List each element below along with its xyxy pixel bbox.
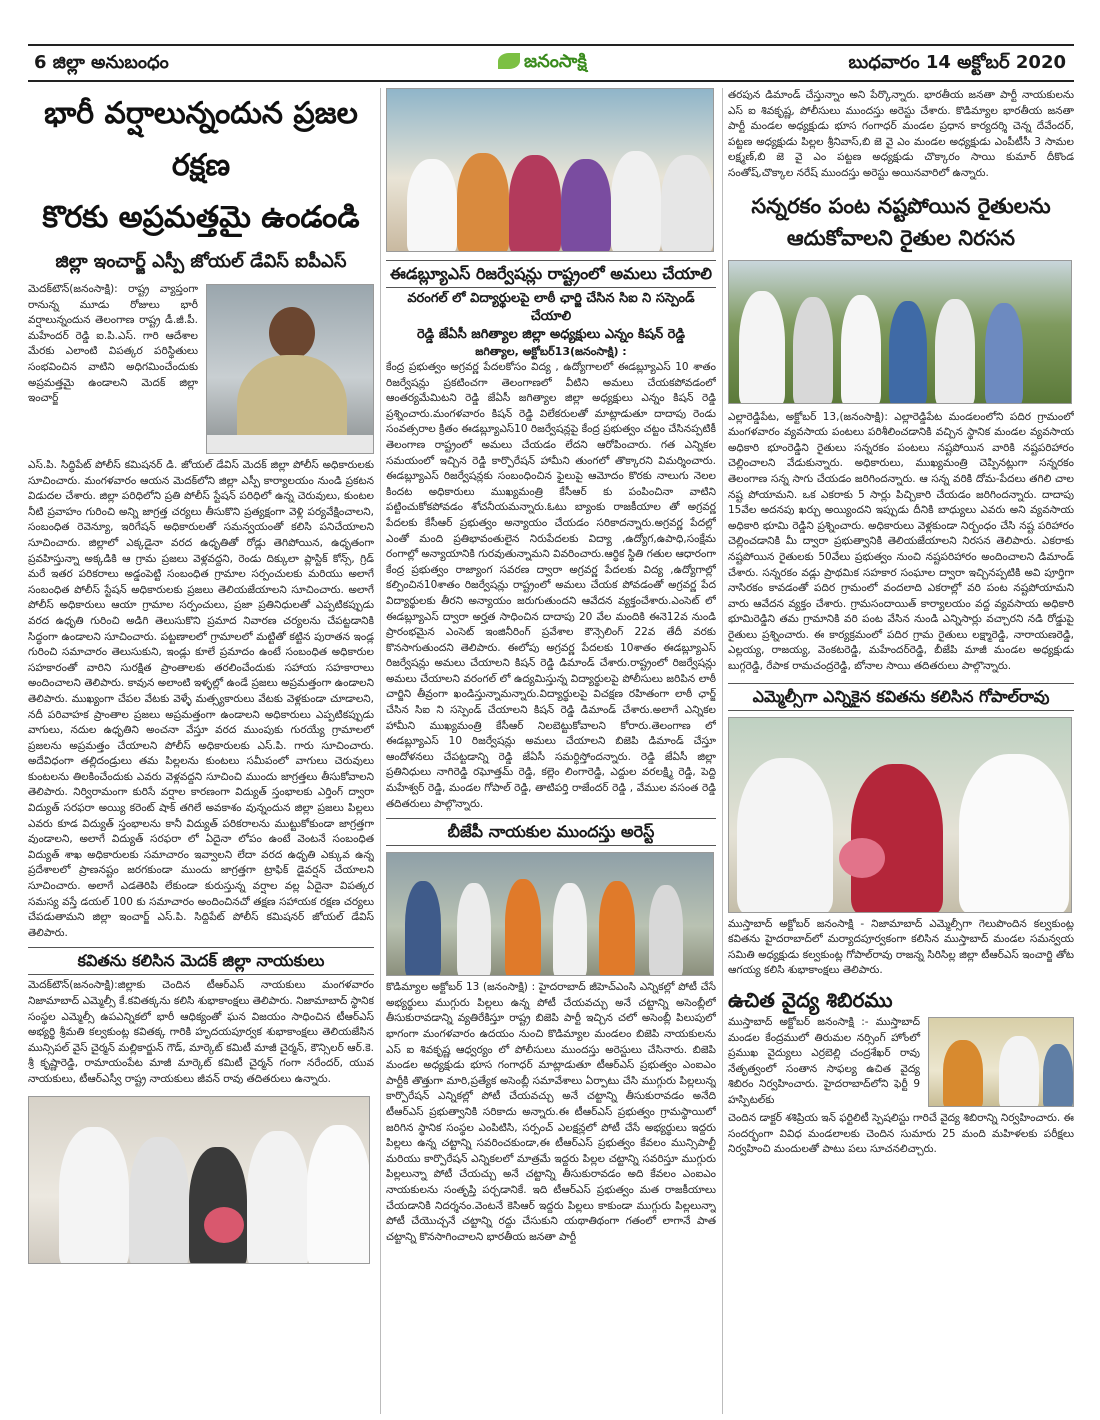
article-body: కేంద్ర ప్రభుత్వం అగ్రవర్ణ పేదలకోసం విద్య , ఉద్యోగాలలో ఈడబ్ల్యూఎస్ 10 శాతం రిజర్వేషన్లు ప్రకటించగా తెలంగాణలో వీటిని అమలు చేయకపోవడంలో ఆంతర్యమేమిటని రెడ్డి జేఏసీ జగిత్యాల జిల్లా అధ్యక్షులు ఎన్నం కిషన్ రెడ్డి ప్రశ్నించారు.మంగళవారం కిషన్ రెడ్డి విలేకరులతో మాట్లాడుతూ దాదాపు రెండు సంవత్సరాల క్రితం ఈడబ్ల్యూఎస్10 రిజర్వేషన్లపై కేంద్ర ప్రభుత్వం చట్టం చేసినప్పటికీ తెలంగాణ రాష్ట్రంలో అమలు చేయడం లేదని ఆరోపించారు. గత ఎన్నికల సమయంలో ఇచ్చిన రెడ్డి కార్పొరేషన్ హామీని తుంగలో తొక్కారని విమర్శించారు. ఈడబ్ల్యూఎస్ రిజర్వేషన్లకు సంబంధించిన ఫైలుపై ఆమోదం కొరకు నాలుగు నెలల కిందట అధికారులు ముఖ్యమంత్రి కేసీఆర్ కు పంపించినా వాటిని పట్టించుకోకపోవడం శోచనీయమన్నారు.ఓటు బ్యాంకు రాజకీయాల తో అగ్రవర్ణ పేదలకు కేసీఆర్ ప్రభుత్వం అన్యాయం చేయడం సరికాదన్నారు.అగ్రవర్ణ పేదల్లో ఎంతో మంది ప్రతిభావంతులైన నిరుపేదలకు విద్యా ,ఉద్యోగ,ఉపాధి,సంక్షేమ రంగాల్లో అన్యాయానికి గురవుతున్నామని వివరించారు.ఆర్థిక స్థితి గతుల ఆధారంగా కేంద్ర ప్రభుత్వం రాజ్యాంగ సవరణ ద్వారా అగ్రవర్ణ పేదలకు విద్య ,ఉద్యోగాల్లో కల్పించిన10శాతం రిజర్వేషన్లు రాష్ట్రంలో అమలు చేయక పోవడంతో అగ్రవర్ణ పేద విద్యార్థులకు తీరని అన్యాయం జరుగుతుందని ఆవేదన వ్యక్తంచేశారు.ఎంసెట్ లో ఈడబ్ల్యూఎస్ ద్వారా అర్హత సాధించిన దాదాపు 20 వేల మందికి ఈనె12వ నుండి ప్రారంభమైన ఎంసెట్ ఇంజినీరింగ్ ప్రవేశాల కౌన్సెలింగ్ 22వ తేదీ వరకు కొనసాగుతుందని తెలిపారు. ఈలోపు అగ్రవర్ణ పేదలకు 10శాతం ఈడబ్ల్యూఎస్ రిజర్వేషన్లు అమలు చేయాలని కిషన్ రెడ్డి డిమాండ్ చేశారు.రాష్ట్రంలో రిజర్వేషన్లు అమలు చేయాలని వరంగల్ లో ఉద్యమిస్తున్న విద్యార్థులపై పోలీసులు జరిపిన లాఠీ చార్జిని తీవ్రంగా ఖండిస్తున్నామన్నారు.విద్యార్థులపై విచక్షణ రహితంగా లాఠీ ఛార్జ్ చేసిన సిఐ ని సస్పెండ్ చేయాలని కిషన్ రెడ్డి డిమాండ్ చేశారు.అలాగే ఎన్నికల హామీని ముఖ్యమంత్రి కేసీఆర్ నిలబెట్టుకోవాలని కోరారు.తెలంగాణ లో ఈడబ్ల్యూఎస్ 10 రిజర్వేషన్లు అమలు చేయాలని బిజెపి డిమాండ్ చేస్తూ ఆందోళనలు చేపట్టడాన్ని రెడ్డి జేఏసీ సమర్ధిస్తోందన్నారు. రెడ్డి జేఏసీ జిల్లా ప్రతినిధులు నాగిరెడ్డి రఘోత్తమ్ రెడ్డి, కల్లెం లింగారెడ్డి, ఎద్దుల వరలక్ష్మి రెడ్డి, పెద్ది మహేశ్వర్ రెడ్డి, మండల గోపాల్ రెడ్డి, తాటిపర్తి రాజేందర్ రెడ్డి , వేముల వసంత రెడ్డి తదితరులు పాల్గొన్నారు.: [386, 361, 716, 810]
page-label: 6 జిల్లా అనుబంధం: [34, 52, 169, 73]
bouquet-greeting-photo-icon: [728, 717, 1072, 913]
article-body: ఎస్.పి. సిద్ధిపేట్ పోలీస్ కమిషనర్ డి. జోయల్ డేవిస్ మెదక్ జిల్లా పోలీస్ అధికారులకు సూచించారు. మంగళవారం ఆయన మెదక్‌లోని జిల్లా ఎస్పీ కార్యాలయం నుండి ప్రకటన విడుదల చేశారు. జిల్లా పరిధిలోని ప్రతి పోలీస్ స్టేషన్ పరిధిలో ఉన్న చెరువులు, కుంటల నీటి ప్రవాహం గురించి అన్ని జాగ్రత్త చర్యలు తీసుకొని ప్రత్యక్షంగా వెళ్లి పర్యవేక్షించాలని, సంబంధిత రెవెన్యూ, ఇరిగేషన్ అధికారులతో సమన్వయంతో కలిసి పనిచేయాలని సూచించారు. జిల్లాలో ఎక్కడైనా వరద ఉధృతితో రోడ్లు తెగిపోయిన, ఉధృతంగా ప్రవహిస్తున్నా అక్కడికి ఆ గ్రామ ప్రజలు వెళ్లవద్దని, రెండు దిక్కులా ప్లాస్టిక్ కోన్స్, గ్రిడ్ మరే ఇతర పరికరాలు అడ్డంపెట్టి సంబంధిత గ్రామాల సర్పంచులకు మరియు అలాగే సంబంధిత పోలీస్ స్టేషన్ అధికారులకు ప్రజలు తెలియజేయాలని సూచించారు. అలాగే పోలీస్ అధికారులు ఆయా గ్రామాల సర్పంచులు, ప్రజా ప్రతినిధులతో ఎప్పటికప్పుడు వరద ఉధృతి గురించి అడిగి తెలుసుకొని ప్రమాద నివారణ చర్యలను చేపట్టడానికి సిద్ధంగా ఉండాలని సూచించారు. పట్టణాలలో గ్రామాలలో మట్టితో కట్టిన పురాతన ఇండ్ల గురించి సమాచారం తెలుసుకుని, ఇండ్లు కూలే ప్రమాదం ఉంటే సంబంధిత అధికారుల సహకారంతో వారిని సురక్షిత ప్రాంతాలకు తరలించేందుకు సహాయ సహకారాలు అందించాలని తెలిపారు. కావున అలాంటి ఇళ్ళల్లో ఉండే ప్రజలు అప్రమత్తంగా ఉండాలని తెలిపారు. ముఖ్యంగా చేపల వేటకు వెళ్ళే మత్స్యకారులు వేటకు వెళ్లకుండా చూడాలని, నదీ పరివాహక ప్రాంతాల ప్రజలు అప్రమత్తంగా ఉండాలని అధికారులు ఎప్పటికప్పుడు వాగులు, నదుల ఉధృతిని అంచనా వేస్తూ వరద ముంపుకు గురయ్యే గ్రామాలలో ప్రజలను అప్రమత్తం చేయాలని పోలీస్ అధికారులకు ఎస్.పి. గారు సూచించారు. అదేవిధంగా తల్లిదండ్రులు తమ పిల్లలను కుంటలు సమీపంలో వాగులు చెరువులు కుంటలను తిలకించేందుకు ఎవరు వెళ్లవద్దని సూచించి ముందు జాగ్రత్తలు తీసుకోవాలని తెలిపారు. నిర్విరామంగా కురిసే వర్షాల కారణంగా విద్యుత్ స్తంభాలకు ఎర్తింగ్ ద్వారా విద్యుత్ సరఫరా అయ్యి కరెంట్ షాక్ తగిలే అవకాశం వున్నందున జిల్లా ప్రజలు పిల్లలు ఎవరు కూడ విద్యుత్ స్తంభాలను కానీ విద్యుత్ పరికరాలను ముట్టుకోకుండా జాగ్రత్తగా వుండాలని, అలాగే విద్యుత్ సరఫరా లో ఏదైనా లోపం ఉంటే వెంటనే సంబంధిత విద్యుత్ శాఖ అధికారులకు సమాచారం ఇవ్వాలని లేదా వరద ఉధృతి ఎక్కువ ఉన్న ప్రదేశాలలో ప్రాణనష్టం జరగకుండా ముందు జాగ్రత్తగా ట్రాఫిక్ డైవర్షన్ చేయాలని సూచించారు. అలాగే ఎడతెరిపి లేకుండా కురుస్తున్న వర్షాల వల్ల ఏదైనా విపత్కర సమస్య వస్తే డయల్ 100 కు సమాచారం అందించినచో తక్షణ సహాయక రక్షణ చర్యలు చేపడుతామని జిల్లా ఇంచార్జ్ ఎస్.పి. సిద్దిపేట్ పోలీస్ కమిషనర్ జోయల్ డేవిస్ తెలిపారు.: [28, 459, 374, 939]
headline: ఎమ్మెల్సీగా ఎన్నికైన కవితను కలిసిన గోపాల్‌రావు: [728, 683, 1074, 711]
group-seated-photo-icon: [386, 88, 714, 252]
article-farmers-protest: [728, 190, 1074, 675]
article-body: మెదక్‌టౌన్(జనంసాక్షి):జిల్లాకు చెందిన టీఆర్ఎస్ నాయకులు మంగళవారం నిజామాబాద్ ఎమ్మెల్సీ కే.కవితక్కను కలిసి శుభాకాంక్షలు తెలిపారు. నిజామాబాద్ స్థానిక సంస్థల ఎమ్మెల్సీ ఉపఎన్నికలో భారీ ఆధిక్యంతో ఘన విజయం సాధించిన టీఆర్ఎస్ అభ్యర్థి శ్రీమతి కల్వకుంట్ల కవితక్క గారికి హృదయపూర్వక శుభాకాంక్షలు తెలియజేసిన మున్సిపల్ వైస్ చైర్మన్ మల్లికార్జున్ గౌడ్, మార్కెట్ కమిటీ మాజీ చైర్మన్, కౌన్సిలర్ ఆర్.కె. శ్రీ కృష్ణారెడ్డి, రామాయంపేట మాజీ మార్కెట్ కమిటీ చైర్మన్ గంగా నరేందర్, యువ నాయకులు, టీఆర్ఎస్వీ రాష్ట్ర నాయకులు జీవన్ రావు తదితరులు ఉన్నారు.: [28, 979, 374, 1085]
article-medak-leaders: [28, 947, 374, 1263]
headline: బీజేపీ నాయకుల ముందస్తు అరెస్ట్: [386, 818, 716, 846]
group-greeting-photo-icon: [28, 1096, 370, 1264]
headline-line-2: ఆదుకోవాలని రైతుల నిరసన: [786, 224, 1016, 250]
newspaper-page: [28, 44, 1074, 1414]
medical-camp-photo-icon: [928, 1017, 1074, 1107]
paper-logo: [498, 51, 587, 76]
dateline: జగిత్యాల, అక్టోబర్13(జనంసాక్షి) :: [475, 345, 627, 358]
headline-line-1: సన్నరకం పంట నష్టపోయిన రైతులను: [751, 192, 1051, 218]
article-lead: మెదక్‌టౌన్(జనంసాక్షి): రాష్ట్ర వ్యాప్తంగా రానున్న మూడు రోజులు భారీ వర్షాలున్నందున తెలంగాణ రాష్ట్ర డీ.జీ.పీ. మహేందర్ రెడ్డి ఐ.పి.ఎస్. గారి ఆదేశాల మేరకు ఎలాంటి విపత్కర పరిస్థితులు సంభవించిన వాటిని అధిగమించేందుకు అప్రమత్తమై ఉండాలని మెదక్ జిల్లా ఇంచార్జ్: [28, 283, 198, 405]
headline: కవితను కలిసిన మెదక్ జిల్లా నాయకులు: [28, 947, 374, 975]
headline: ఉచిత వైద్య శిబిరము: [728, 988, 893, 1013]
article-gopalrao-kavitha: [728, 683, 1074, 979]
farmers-field-photo-icon: [728, 260, 1072, 404]
subhead-line-1: వరంగల్ లో విద్యార్థులపై లాఠీ ఛార్జి చేసిన సిఐ ని సస్పెండ్ చేయాలి: [407, 291, 695, 324]
issue-date: బుధవారం 14 అక్టోబర్ 2020: [848, 52, 1066, 73]
leaf-icon: [498, 53, 520, 69]
article-rain-alert: [28, 88, 374, 941]
masthead: [28, 44, 1074, 82]
subhead-line-2: రెడ్డి జేఏసీ జగిత్యాల జిల్లా అధ్యక్షులు ఎన్నం కిషన్ రెడ్డి: [416, 327, 686, 342]
article-ews-reservations: [386, 260, 716, 812]
column-left: [28, 88, 374, 1414]
column-right: [728, 88, 1074, 1414]
group-standing-photo-icon: [386, 852, 714, 976]
article-medical-camp: [728, 985, 1074, 1158]
column-middle: [386, 88, 716, 1414]
police-officer-photo-icon: [206, 284, 374, 454]
headline-line-1: భారీ వర్షాలున్నందున ప్రజల రక్షణ: [44, 96, 358, 183]
column-rule: [722, 88, 723, 1414]
column-rule: [380, 88, 381, 1414]
article-lead: ముస్తాబాద్ అక్టోబర్ జనంసాక్షి :- ముస్తాబాద్ మండల కేంద్రములో తిరుమల నర్సింగ్ హోంలో ప్రముఖ వైద్యులు ఎర్రబెల్లి చంద్రశేఖర్ రావు నేతృత్వంలో సంతాన సాఫల్య ఉచిత వైద్య శిబిరం నిర్వహించారు. హైదరాబాద్‌లోని ఫెర్టీ 9 హస్పిటల్‌కు: [728, 1016, 920, 1106]
paper-name: జనంసాక్షి: [524, 51, 587, 72]
article-body: ఎల్లారెడ్డిపేట, అక్టోబర్ 13,(జనంసాక్షి): ఎల్లారెడ్డిపేట మండలంలోని పదిర గ్రామంలో మంగళవారం వ్యవసాయ పంటలు పరిశీలించడానికి వచ్చిన స్థానిక మండల వ్యవసాయ అధికారి భూంరెడ్డిని రైతులు సన్నరకం పంటలు నష్టపోయిన వారికి నష్టపరిహారం చెల్లించాలని వేడుకున్నారు. అధికారులు, ముఖ్యమంత్రి చెప్పినట్లుగా సన్నరకం తెలంగాణ సన్న సాగు చేయడం జరిగిందన్నారు. ఆ సన్న వరికి దోమ-పేదలు తగిలి చాల నష్ట పోయామని. ఒక ఎకరాకు 5 సార్లు పిచ్చికారి చేయడం జరిగిందన్నారు. దాదాపు 15వేల అదనపు ఖర్చు అయ్యిందని ఇప్పుడు దీనికి బాధ్యులు ఎవరు అని వ్యవసాయ అధికారి భూమి రెడ్డిని ప్రశ్నించారు. అధికారులు వెళ్లకుండా నిర్బంధం చేసి నష్ట పరిహారం చెల్లించడానికి మీ ద్వారా ప్రభుత్వానికి తెలియజేయాలని నిరసన తెలిపారు. ఎకరాకు నష్టపోయిన రైతులకు 50వేలు ప్రభుత్వం నుంచి నష్టపరిహారం అందించాలని డిమాండ్ చేశారు. సన్నరకం వడ్లు ప్రాథమిక సహకార సంఘాల ద్వారా ఇచ్చినప్పటికి అవి పూర్తిగా నాసిరకం కావడంతో పదిర గ్రామంలో వందలాది ఎకరాల్లో వరి పంట నష్టపోయామని వారు ఆవేదన వ్యక్తం చేశారు. గ్రామసందాయిత్ కార్యాలయం వద్ద వ్యవసాయ అధికారి భూమిరెడ్డిని తమ గ్రామానికి వరి పంట వేసిన నుండి ఎన్నిసార్లు వచ్చారని నడి రోడ్డుపై రైతులు ప్రశ్నించారు. ఈ కార్యక్రమంలో పదిర గ్రామ రైతులు లక్ష్మారెడ్డి, నారాయణరెడ్డి, ఎల్లయ్య, రాజయ్య, వెంకటరెడ్డి, మహేందర్‌రెడ్డి, బీజేపి మాజీ మండల అధ్యక్షుడు బుగ్గరెడ్డి, రేపాక రామచంద్రరెడ్డి, బోనాల సాయి తదితరులు పాల్గొన్నారు.: [728, 410, 1074, 673]
subheadline: జిల్లా ఇంచార్జ్ ఎస్పీ జోయల్ డేవిస్ ఐపీఎస్: [55, 251, 347, 272]
article-bjp-arrest: [386, 818, 716, 1245]
article-body: కొడిమ్యాల అక్టోబర్ 13 (జనంసాక్షి) : హైదరాబాద్ జీహెచ్ఎంసి ఎన్నికల్లో పోటీ చేసే అభ్యర్థులు ముగ్గురు పిల్లలు ఉన్న పోటీ చేయవచ్చు అనే చట్టాన్ని అసెంబ్లీలో తీసుకురావడాన్ని వ్యతిరేకిస్తూ రాష్ట్ర బిజెపి పార్టీ ఇచ్చిన చలో అసెంబ్లీ పిలుపులో భాగంగా మంగళవారం ఉదయం నుంచి కొడిమ్యాల మండలం బిజెపి నాయకులను ఎస్ ఐ శివకృష్ణ ఆధ్వర్యం లో పోలీసులు ముందస్తు అరెస్టులు చేసినారు. బిజెపి మండల అధ్యక్షుడు భూస గంగాధర్ మాట్లాడుతూ టీఆర్ఎస్ ప్రభుత్వం ఎంఐఎం పార్టీకి తొత్తుగా మారి,ప్రత్యేక అసెంబ్లీ సమావేశాలు ఏర్పాటు చేసి ముగ్గురు పిల్లలున్న కార్పొరేషన్ ఎన్నికల్లో పోటీ చేయవచ్చు అనే చట్టాన్ని తీసుకురావడం అనేది టీఆర్ఎస్ ప్రభుత్వానికి సరికాదు అన్నారు.ఈ టీఆర్ఎస్ ప్రభుత్వం గ్రామస్థాయిలో జరిగిన స్థానిక సంస్థల ఎంపిటిసి, సర్పంచ్ ఎలక్షన్లలో పోటీ చేసే అభ్యర్థులు ఇద్దరు పిల్లలు ఉన్న చట్టాన్ని సవరించకుండా,ఈ టీఆర్ఎస్ ప్రభుత్వం కేవలం మున్సిపాల్టీ మరియు కార్పొరేషన్ ఎన్నికలలో మాత్రమే ఇద్దరు పిల్లల చట్టాన్ని సవరిస్తూ ముగ్గురు పిల్లలున్నా పోటీ చేయచ్చు అనే చట్టాన్ని తీసుకురావడం అది కేవలం ఎంఐఎం నాయకులను సంతృప్తి పర్చడానికే. ఇది టీఆర్ఎస్ ప్రభుత్వం మత రాజకీయాలు చేయడానికి నిదర్శనం.వెంటనే కెసిఆర్ ఇద్దరు పిల్లలు కాకుండా ముగ్గురు పిల్లలున్నా పోటీ చేయొచ్చనే చట్టాన్ని రద్దు చేసుకుని యథాతిథంగా గతంలో లాగానే పాత చట్టాన్ని కొనసాగించాలని భారతీయ జనతా పార్టీ: [386, 981, 716, 1243]
article-body: చెందిన డాక్టర్ శశిప్రియ ఇన్ ఫర్టిలిటీ స్పెషలిస్టు గారిచే వైద్య శిబిరాన్ని నిర్వహించారు. ఈ సందర్భంగా వివిధ మండలాలకు చెందిన సుమారు 25 మంది మహిళలకు పరీక్షలు నిర్వహించి మందులతో పాటు పలు సూచనలిచ్చారు.: [728, 1112, 1074, 1156]
article-body: ముస్తాబాద్ అక్టోబర్ జనంసాక్షి - నిజామాబాద్ ఎమ్మెల్సీగా గెలుపొందిన కల్వకుంట్ల కవితను హైదరాబాద్‌లో మర్యాదపూర్వకంగా కలిసిన ముస్తాబాద్ మండల సమన్వయ సమితి అధ్యక్షుడు కల్వకుంట్ల గోపాల్‌రావు రాజన్న సిరిసిల్ల జిల్లా టీఆర్ఎస్ ఇంచార్జి తోట ఆగయ్య కలిసి శుభాకాంక్షలు తెలిపారు.: [728, 917, 1074, 977]
article-continuation: తరపున డిమాండ్ చేస్తున్నాం అని పేర్కొన్నారు. భారతీయ జనతా పార్టీ నాయకులను ఎస్ ఐ శివకృష్ణ, పోలీసులు ముందస్తు అరెస్టు చేశారు. కొడిమ్యాల భారతీయ జనతా పార్టీ మండల అధ్యక్షుడు భూస గంగాధర్ మండల ప్రధాన కార్యదర్శి చెన్న దేవేందర్, పట్టణ అధ్యక్షుడు పిల్లల శ్రీనివాస్,బి జె వై ఎం మండల అధ్యక్షుడు ఎంపీటీసీ 3 సామల లక్ష్మణ్,బి జె వై ఎం పట్టణ అధ్యక్షుడు చొక్కారం సాయి కుమార్ దీకొండ సంతోష్,చొక్కాల నరేష్ ముందస్తు అరెస్టు అయినవారిలో ఉన్నారు.: [728, 89, 1074, 179]
headline-line-2: కొరకు అప్రమత్తమై ఉండండి: [42, 200, 360, 235]
headline: ఈడబ్ల్యూఎస్ రిజర్వేషన్లు రాష్ట్రంలో అమలు చేయాలి: [386, 260, 716, 288]
